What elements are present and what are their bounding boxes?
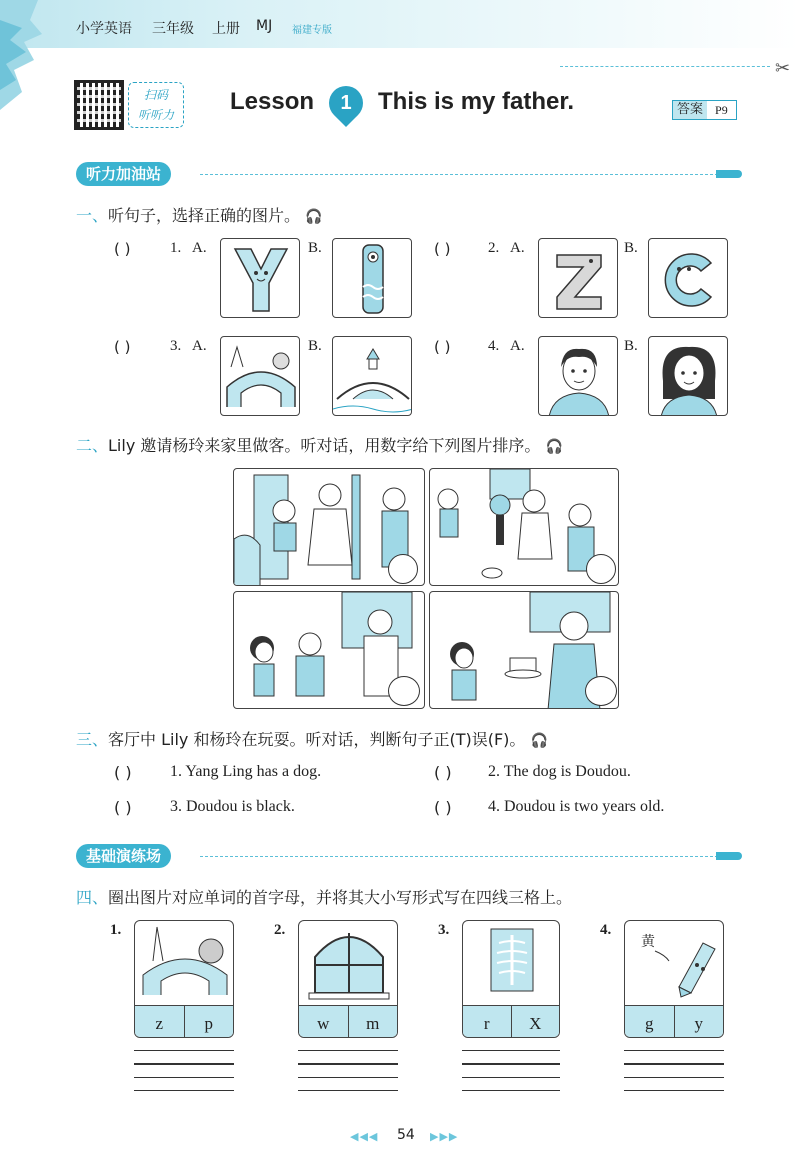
scissors-icon: ✂: [775, 58, 791, 79]
window-picture: [299, 921, 398, 1001]
q3-item2-paren[interactable]: ( ): [434, 763, 452, 782]
q3-item4-text: 4. Doudou is two years old.: [488, 798, 665, 815]
q1-text: 听句子，选择正确的图片。: [108, 206, 301, 225]
order-answer-circle-1[interactable]: [388, 554, 418, 584]
q3-text: 客厅中 Lily 和杨玲在玩耍。听对话，判断句子正(T)误(F)。: [108, 730, 526, 749]
q4-card1-number: 1.: [110, 922, 122, 938]
picture-father[interactable]: [538, 336, 618, 416]
section-divider: [200, 856, 718, 857]
headphones-icon[interactable]: 🎧: [305, 209, 323, 225]
letter-option-y[interactable]: y: [675, 1006, 724, 1038]
order-answer-circle-4[interactable]: [585, 676, 617, 706]
footer-left-arrows: ◀◀◀: [350, 1130, 379, 1143]
q4-card3-number: 3.: [438, 922, 450, 938]
pencil-icon: [716, 852, 742, 860]
headphones-icon[interactable]: 🎧: [530, 733, 548, 749]
letter-option-g[interactable]: g: [625, 1006, 675, 1038]
answer-label: 答案: [673, 101, 707, 119]
lesson-number-badge: [322, 79, 370, 127]
letter-option-z[interactable]: z: [135, 1006, 185, 1038]
q1-heading: [76, 203, 323, 226]
writing-lines-2[interactable]: [298, 1050, 398, 1092]
x-ray-picture: [463, 921, 560, 1001]
page-number: 54: [397, 1127, 415, 1143]
letter-option-x[interactable]: X: [512, 1006, 560, 1038]
q1-item2-b-label: B.: [624, 240, 638, 256]
scan-label-line2: 听听力: [137, 108, 174, 122]
header-subject: 小学英语: [76, 21, 132, 37]
scan-to-listen-label: [128, 82, 184, 128]
q1-item4-b-label: B.: [624, 338, 638, 354]
header-region: 福建专版: [292, 25, 332, 36]
q1-item4-a-label: A.: [510, 338, 525, 354]
q1-item3-a-label: A.: [192, 338, 207, 354]
picture-letter-c[interactable]: [648, 238, 728, 318]
header-edition: MJ: [256, 18, 273, 34]
q1-item3-number: 3.: [170, 338, 182, 354]
q2-heading: [76, 433, 563, 456]
q1-item1-paren[interactable]: ( ): [114, 240, 131, 258]
q3-item1-text: 1. Yang Ling has a dog.: [170, 763, 322, 780]
writing-lines-3[interactable]: [462, 1050, 560, 1092]
q1-item1-b-label: B.: [308, 240, 322, 256]
writing-lines-1[interactable]: [134, 1050, 234, 1092]
q1-item2-a-label: A.: [510, 240, 525, 256]
lesson-number: 1: [340, 92, 352, 114]
q4-card-3: [462, 920, 560, 1038]
q2-number: 二、: [76, 436, 109, 455]
picture-mother[interactable]: [648, 336, 728, 416]
q3-item3-text: 3. Doudou is black.: [170, 798, 295, 815]
letter-option-r[interactable]: r: [463, 1006, 512, 1038]
order-answer-circle-3[interactable]: [388, 676, 420, 706]
q3-item2-text: 2. The dog is Doudou.: [488, 763, 631, 780]
header-grade: 三年级: [152, 21, 194, 37]
header-volume: 上册: [212, 21, 240, 37]
answer-page: P9: [707, 101, 736, 119]
qr-code-icon[interactable]: [74, 80, 124, 130]
lesson-word: Lesson: [230, 88, 315, 115]
q1-item1-number: 1.: [170, 240, 182, 256]
letter-option-w[interactable]: w: [299, 1006, 349, 1038]
lesson-title: This is my father.: [378, 88, 575, 115]
q3-number: 三、: [76, 730, 109, 749]
q1-item3-paren[interactable]: ( ): [114, 338, 131, 356]
zoo-picture: [135, 921, 234, 1001]
section-banner-basic: 基础演练场: [76, 844, 171, 868]
q1-item2-paren[interactable]: ( ): [434, 240, 451, 258]
q4-card-4: [624, 920, 724, 1038]
letter-option-p[interactable]: p: [185, 1006, 234, 1038]
q3-item1-paren[interactable]: ( ): [114, 763, 132, 782]
q1-item2-number: 2.: [488, 240, 500, 256]
color-label-yellow: 黄: [641, 934, 655, 950]
q1-item4-number: 4.: [488, 338, 500, 354]
crayon-picture: [625, 921, 724, 1001]
q4-card4-number: 4.: [600, 922, 612, 938]
writing-lines-4[interactable]: [624, 1050, 724, 1092]
pencil-icon: [716, 170, 742, 178]
q4-card-2: [298, 920, 398, 1038]
q2-text: Lily 邀请杨玲来家里做客。听对话，用数字给下列图片排序。: [108, 436, 541, 455]
q1-item1-a-label: A.: [192, 240, 207, 256]
q1-item4-paren[interactable]: ( ): [434, 338, 451, 356]
q4-heading: [76, 885, 572, 908]
headphones-icon[interactable]: 🎧: [545, 439, 563, 455]
order-answer-circle-2[interactable]: [586, 554, 616, 584]
q4-text: 圈出图片对应单词的首字母，并将其大小写形式写在四线三格上。: [108, 888, 573, 907]
q4-number: 四、: [76, 888, 109, 907]
picture-park-bridge[interactable]: [332, 336, 412, 416]
picture-zoo-gate[interactable]: [220, 336, 300, 416]
letter-option-m[interactable]: m: [349, 1006, 398, 1038]
scan-label-line1: 扫码: [143, 88, 168, 102]
section-banner-listening: 听力加油站: [76, 162, 171, 186]
section-divider: [200, 174, 718, 175]
cut-line: [560, 66, 770, 67]
picture-letter-z[interactable]: [538, 238, 618, 318]
q4-card2-number: 2.: [274, 922, 286, 938]
q3-item3-paren[interactable]: ( ): [114, 798, 132, 817]
q4-card-1: [134, 920, 234, 1038]
picture-letter-i[interactable]: [332, 238, 412, 318]
q3-item4-paren[interactable]: ( ): [434, 798, 452, 817]
footer-right-arrows: ▶▶▶: [430, 1130, 459, 1143]
q1-item3-b-label: B.: [308, 338, 322, 354]
q3-heading: [76, 727, 548, 750]
q1-number: 一、: [76, 206, 109, 225]
picture-letter-y[interactable]: [220, 238, 300, 318]
pagoda-decoration: [0, 0, 60, 130]
answer-reference: [672, 100, 737, 120]
